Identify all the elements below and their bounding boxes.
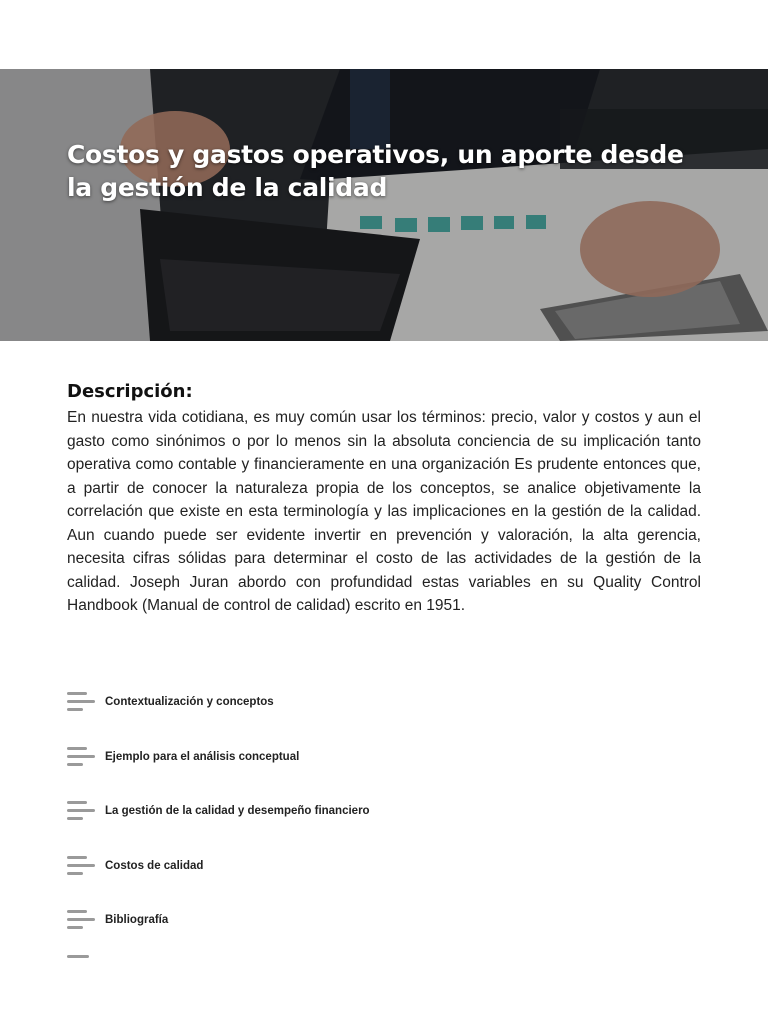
menu-lines-icon <box>67 690 95 714</box>
description-body: En nuestra vida cotidiana, es muy común usar los términos: precio, valor y costos y aun el gasto como sinónimos o por lo menos sin la absoluta conciencia de su implicación tanto operativa como contable y financieramente en una organización Es prudente entonces que, a partir de conocer la naturaleza propia de los conceptos, se analice objetivamente la correlación que existe en esta terminología y las implicaciones en la gestión de la calidad. Aun cuando puede ser evidente invertir en prevención y valoración, la alta gerencia, necesita cifras sólidas para determinar el costo de las actividades de la gestión de la calidad. Joseph Juran abordo con profundidad estas variables en su Quality Control Handbook (Manual de control de calidad) escrito en 1951. <box>67 409 701 614</box>
menu-lines-icon <box>67 745 95 769</box>
menu-lines-icon-partial <box>67 948 95 956</box>
menu-lines-icon <box>67 799 95 823</box>
toc-item-bibliografia[interactable] <box>67 893 707 948</box>
toc-item-label: Costos de calidad <box>105 859 204 872</box>
table-of-contents <box>67 675 707 948</box>
toc-item-gestion[interactable] <box>67 784 707 839</box>
document-title: Costos y gastos operativos, un aporte desde la gestión de la calidad <box>67 140 684 202</box>
toc-item-label: Ejemplo para el análisis conceptual <box>105 750 300 763</box>
toc-item-label: Bibliografía <box>105 914 169 927</box>
hero-image <box>0 69 768 341</box>
toc-item-contextualizacion[interactable] <box>67 675 707 730</box>
toc-item-costos[interactable] <box>67 839 707 894</box>
description-heading: Descripción: <box>67 381 193 402</box>
toc-item-label: La gestión de la calidad y desempeño financiero <box>105 805 370 818</box>
hero-banner <box>0 69 768 341</box>
toc-item-ejemplo[interactable] <box>67 730 707 785</box>
menu-lines-icon <box>67 854 95 878</box>
toc-item-label: Contextualización y conceptos <box>105 696 274 709</box>
menu-lines-icon <box>67 908 95 932</box>
